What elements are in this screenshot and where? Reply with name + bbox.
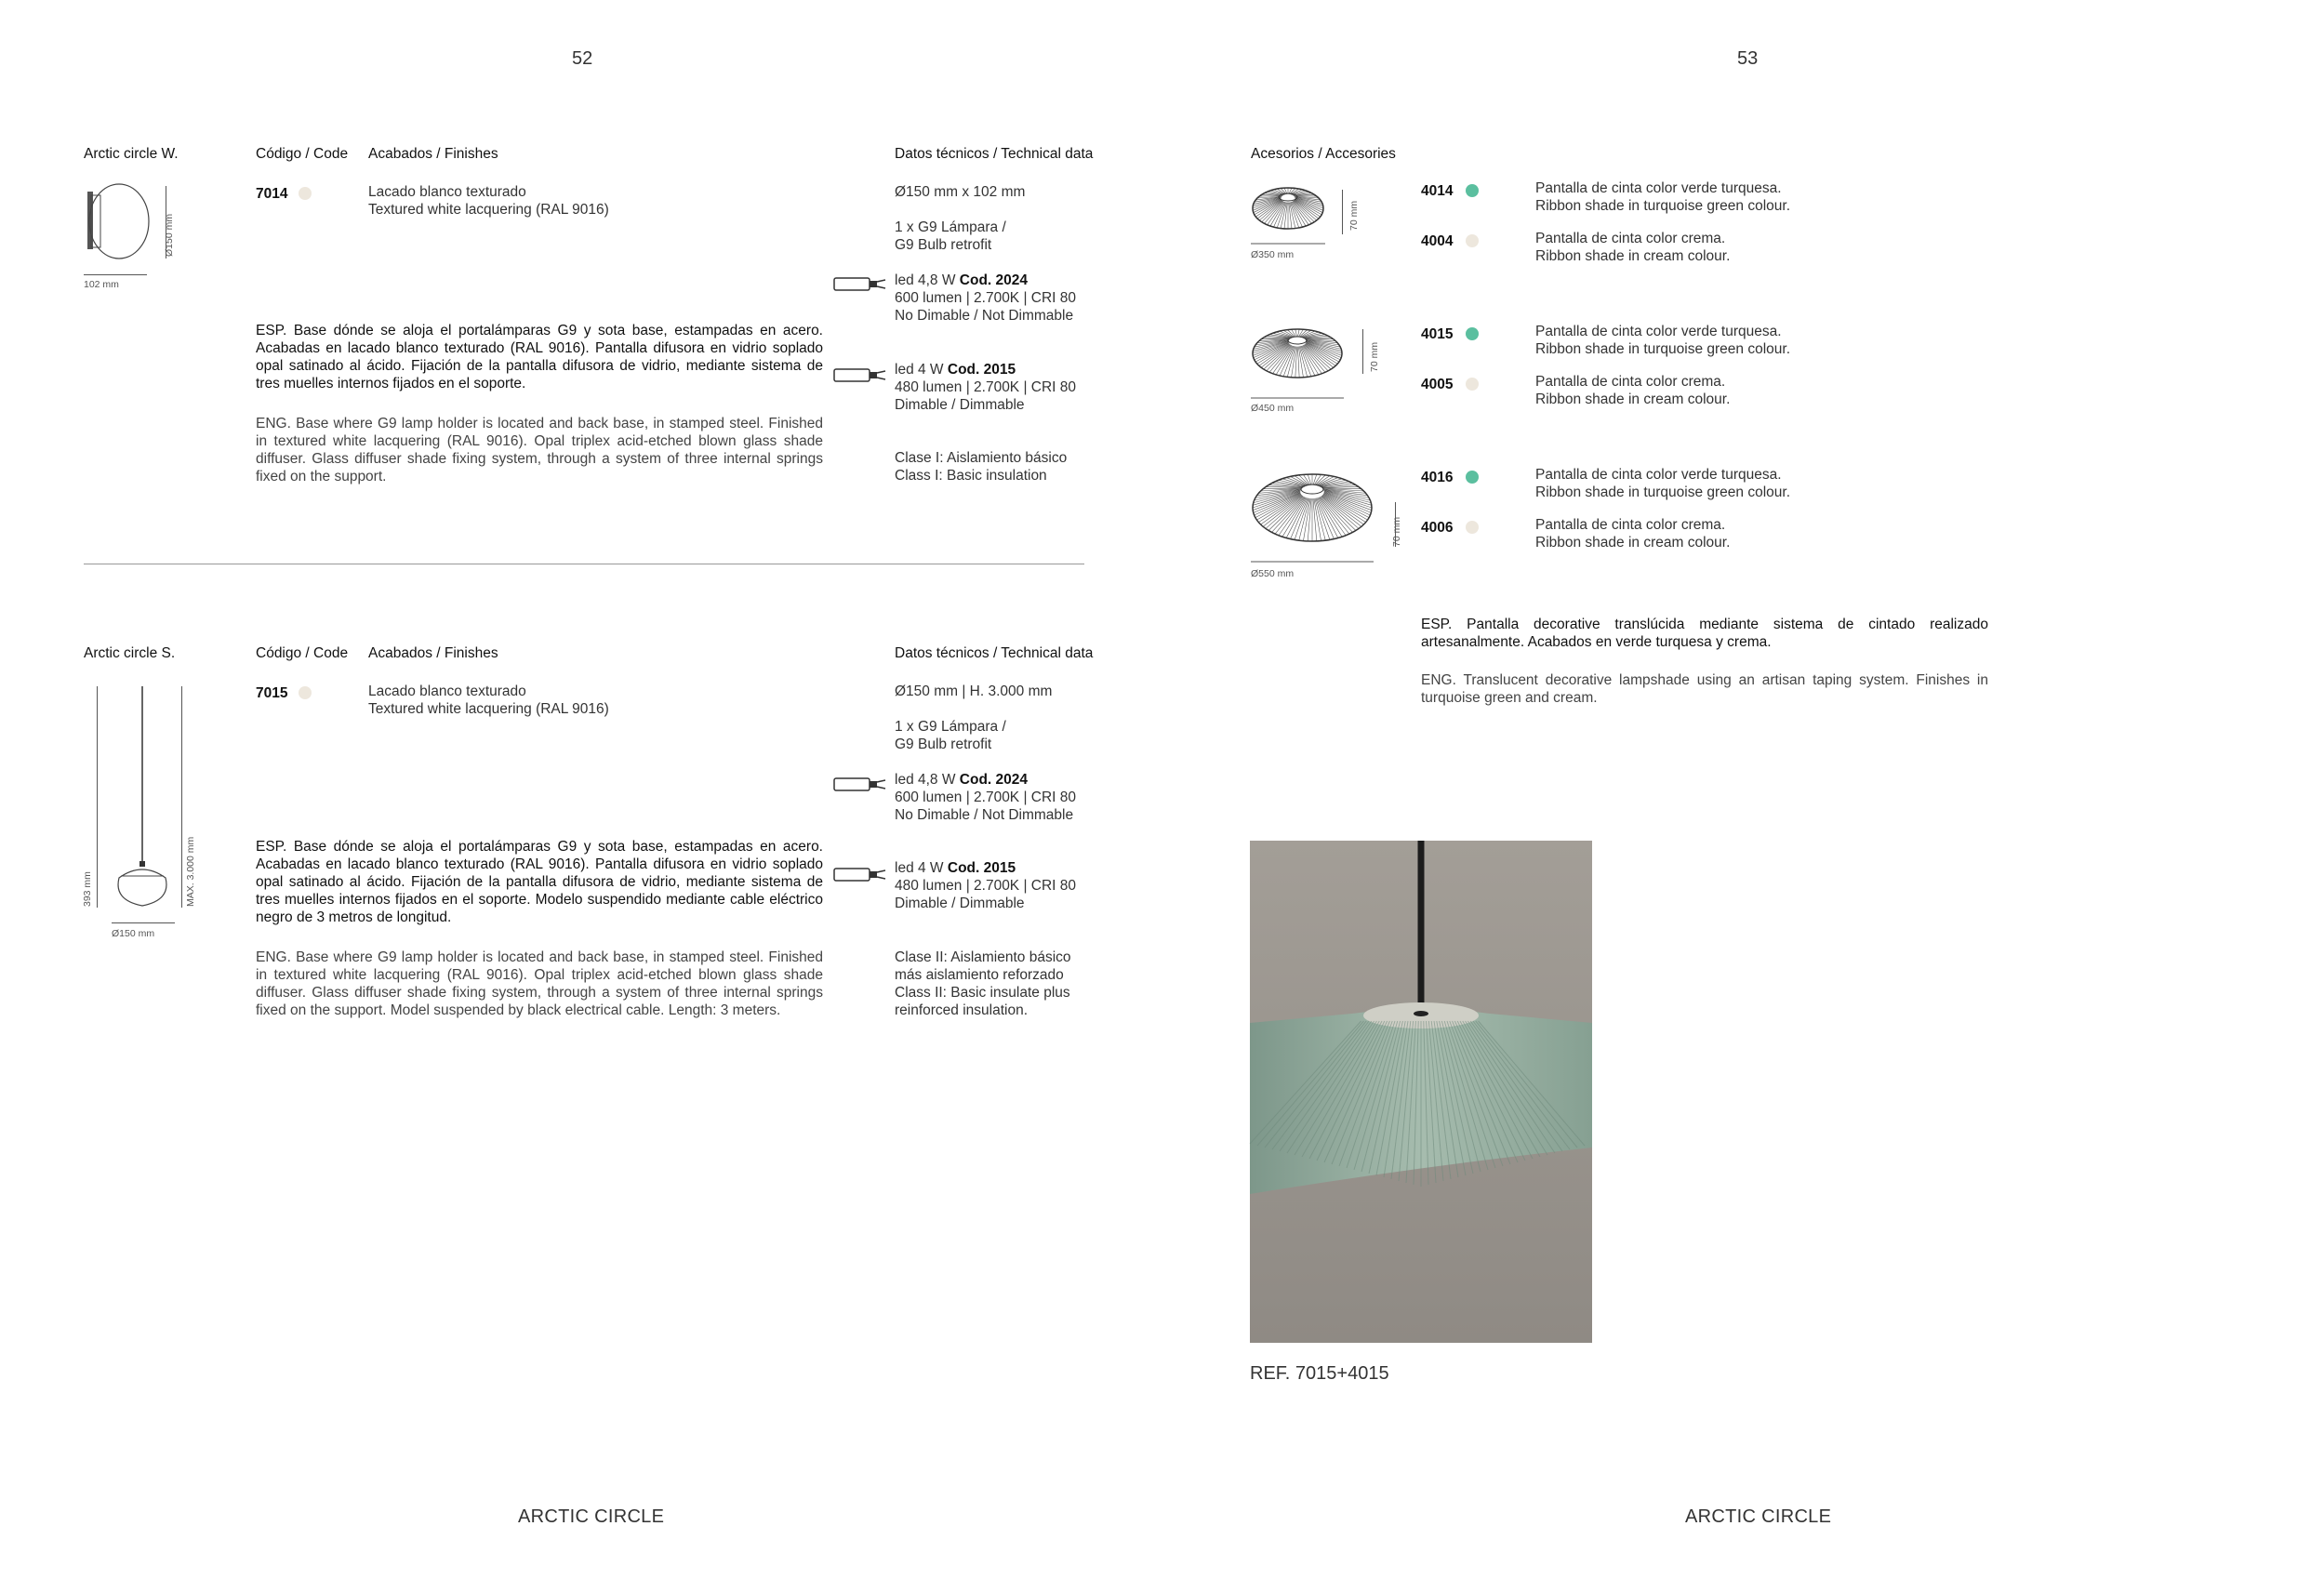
technical-header: Datos técnicos / Technical data [895,645,1094,661]
finish-en: Textured white lacquering (RAL 9016) [368,701,609,717]
footer-left: ARCTIC CIRCLE [518,1506,665,1527]
led2-specs: 480 lumen | 2.700K | CRI 80 [895,878,1077,894]
led2-code: Cod. 2015 [947,362,1016,378]
finishes-header: Acabados / Finishes [368,645,498,661]
product-name: Arctic circle W. [84,146,179,162]
bulb-icon [833,366,887,385]
class-en-cont: reinforced insulation. [895,1002,1029,1018]
class-es: Clase II: Aislamiento básico [895,949,1071,965]
shade-550-drawing [1251,472,1381,547]
product-code: 7015 [256,685,288,701]
shade-450-drawing [1251,327,1353,383]
shade-diameter-label: Ø550 mm [1251,568,1295,579]
dim-line-vertical [97,686,98,908]
footer-right: ARCTIC CIRCLE [1685,1506,1832,1527]
accessory-desc-es: Pantalla de cinta color verde turquesa. [1535,180,1782,196]
bulb-icon [833,275,887,294]
class-es-cont: más aislamiento reforzado [895,967,1064,983]
finish-en: Textured white lacquering (RAL 9016) [368,202,609,218]
accessory-code: 4015 [1421,326,1454,342]
description-en: ENG. Base where G9 lamp holder is located and back base, in stamped steel. Finished in textured white lacquering (RAL 9016). Opal triplex acid-etched blown glass shade diffuser. Glass diffuser shade fixing system, through a system of three internal springs fixed on the support. [256,416,823,484]
color-swatch [1466,378,1479,391]
description-es: ESP. Base dónde se aloja el portalámparas G9 y sota base, estampadas en acero. Acabadas en lacado blanco texturado (RAL 9016). Pantalla difusora en vidrio soplado opal satinado al ácido. Fijación de la pantalla difusora de vidrio, mediante sistema de tres muelles internos fijados en el soporte. Modelo suspendido mediante cable eléctrico negro de 3 metros de longitud. [256,839,823,925]
description-en: ENG. Base where G9 lamp holder is located and back base, in stamped steel. Finished in textured white lacquering (RAL 9016). Opal triplex acid-etched blown glass shade diffuser. Glass diffuser shade fixing system, through a system of three internal springs fixed on the support. Model suspended by black electrical cable. Length: 3 meters. [256,949,823,1018]
led1-dimmable: No Dimable / Not Dimmable [895,807,1074,823]
accessory-code: 4016 [1421,470,1454,485]
dim-line-vertical [1362,329,1363,374]
color-swatch [1466,471,1479,484]
color-swatch [1466,327,1479,340]
bulb-icon [833,866,887,884]
finishes-header: Acabados / Finishes [368,146,498,162]
dim-line-horizontal [84,274,147,275]
class-en: Class II: Basic insulate plus [895,985,1070,1001]
page-number-left: 52 [572,48,593,69]
shade-height-label: 70 mm [1348,200,1360,231]
finish-es: Lacado blanco texturado [368,683,526,699]
accessory-desc-en: Ribbon shade in cream colour. [1535,248,1731,264]
pendant-lamp-drawing [110,686,177,909]
page-number-right: 53 [1737,48,1759,69]
tech-bulb-2: G9 Bulb retrofit [895,237,992,253]
accessory-desc-en: Ribbon shade in cream colour. [1535,391,1731,407]
led2-code: Cod. 2015 [947,860,1016,876]
led2-dimmable: Dimable / Dimmable [895,397,1025,413]
finish-swatch [299,686,312,699]
accessory-code: 4014 [1421,183,1454,199]
wall-lamp-drawing [82,182,156,294]
description-es: ESP. Base dónde se aloja el portalámparas G9 y sota base, estampadas en acero. Acabadas en lacado blanco texturado (RAL 9016). Pantalla difusora en vidrio soplado opal satinado al ácido. Fijación de la pantalla difusora de vidrio, mediante sistema de tres muelles internos fijados en el soporte. [256,323,823,391]
finish-es: Lacado blanco texturado [368,184,526,200]
accessory-desc-es: Pantalla de cinta color verde turquesa. [1535,467,1782,483]
accessory-desc-es: Pantalla de cinta color crema. [1535,517,1726,533]
dim-width-label: 102 mm [84,279,119,290]
dim-height-label: 393 mm [82,871,93,907]
shade-350-drawing [1251,186,1353,242]
tech-bulb-1: 1 x G9 Lámpara / [895,719,1006,735]
led1-code: Cod. 2024 [959,272,1029,288]
dim-line-vertical [181,686,182,908]
led1-specs: 600 lumen | 2.700K | CRI 80 [895,790,1077,805]
tech-bulb-1: 1 x G9 Lámpara / [895,219,1006,235]
accessories-description-es: ESP. Pantalla decorative translúcida mediante sistema de cintado realizado artesanalmente. Acabados en verde turquesa y crema. [1421,617,1988,650]
dim-max-label: MAX. 3.000 mm [185,836,196,907]
led1-label: led 4,8 W [895,772,956,788]
shade-diameter-label: Ø450 mm [1251,403,1295,414]
accessory-desc-en: Ribbon shade in turquoise green colour. [1535,341,1791,357]
led1-specs: 600 lumen | 2.700K | CRI 80 [895,290,1077,306]
led1-line [895,272,1028,289]
led1-code: Cod. 2024 [959,772,1029,788]
bulb-icon [833,776,887,794]
accessory-desc-es: Pantalla de cinta color crema. [1535,374,1726,390]
accessory-code: 4006 [1421,520,1454,536]
finish-swatch [299,187,312,200]
code-header: Código / Code [256,146,349,162]
accessory-code: 4005 [1421,377,1454,392]
led2-line [895,361,1016,378]
tech-size: Ø150 mm | H. 3.000 mm [895,683,1053,699]
color-swatch [1466,521,1479,534]
technical-header: Datos técnicos / Technical data [895,146,1094,162]
tech-bulb-2: G9 Bulb retrofit [895,736,992,752]
photo-reference: REF. 7015+4015 [1250,1363,1389,1384]
accessory-desc-en: Ribbon shade in turquoise green colour. [1535,484,1791,500]
shade-height-label: 70 mm [1369,341,1380,372]
dim-height-label: Ø150 mm [164,213,175,257]
led1-dimmable: No Dimable / Not Dimmable [895,308,1074,324]
product-name: Arctic circle S. [84,645,176,661]
led2-label: led 4 W [895,362,944,378]
product-photo [1250,841,1592,1343]
accessory-code: 4004 [1421,233,1454,249]
class-en: Class I: Basic insulation [895,468,1047,484]
shade-diameter-label: Ø350 mm [1251,249,1295,260]
color-swatch [1466,184,1479,197]
led2-label: led 4 W [895,860,944,876]
accessory-desc-es: Pantalla de cinta color verde turquesa. [1535,324,1782,339]
led2-dimmable: Dimable / Dimmable [895,896,1025,911]
accessory-desc-es: Pantalla de cinta color crema. [1535,231,1726,246]
accessory-desc-en: Ribbon shade in cream colour. [1535,535,1731,551]
dim-width-label: Ø150 mm [112,928,155,939]
class-es: Clase I: Aislamiento básico [895,450,1068,466]
dim-line-horizontal [112,922,175,923]
accessory-desc-en: Ribbon shade in turquoise green colour. [1535,198,1791,214]
accessories-description-en: ENG. Translucent decorative lampshade using an artisan taping system. Finishes in turquoise green and cream. [1421,672,1988,706]
code-header: Código / Code [256,645,349,661]
led1-label: led 4,8 W [895,272,956,288]
product-code: 7014 [256,186,288,202]
tech-size: Ø150 mm x 102 mm [895,184,1026,200]
color-swatch [1466,234,1479,247]
accessories-header: Acesorios / Accesories [1251,146,1396,162]
led2-specs: 480 lumen | 2.700K | CRI 80 [895,379,1077,395]
led2-line [895,859,1016,877]
shade-height-label: 70 mm [1391,516,1402,547]
dim-line-vertical [1342,190,1343,234]
led1-line [895,771,1028,789]
